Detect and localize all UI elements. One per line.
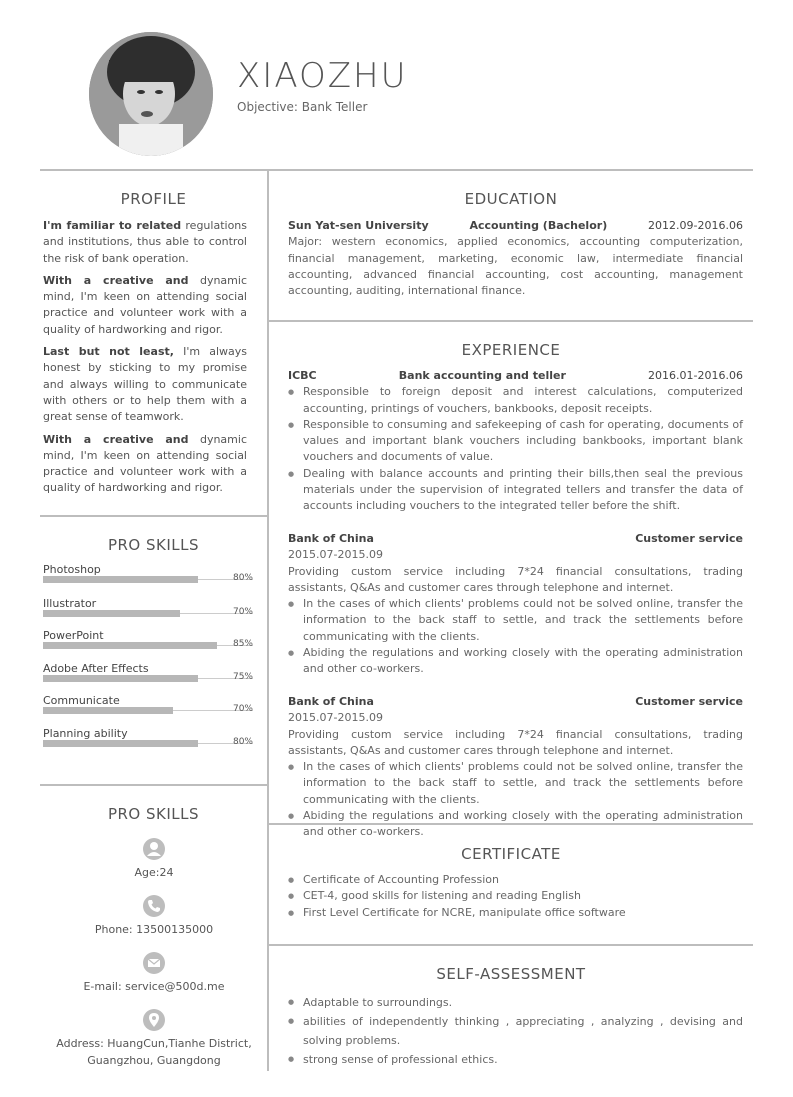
- skill-bar: [43, 610, 180, 617]
- experience-job-3: [288, 694, 743, 841]
- skill-item: [43, 694, 253, 714]
- skill-percent: 80%: [232, 737, 253, 747]
- skill-bar: [43, 576, 198, 583]
- experience-job-1: [288, 368, 743, 515]
- contact-email: [40, 952, 268, 996]
- right-divider-3: [269, 944, 753, 946]
- education-dates: 2012.09-2016.06: [648, 219, 743, 232]
- experience-title: EXPERIENCE: [461, 341, 561, 359]
- job-company: Bank of China: [288, 695, 374, 708]
- education-header: [288, 218, 743, 234]
- skill-item: [43, 597, 253, 617]
- experience-job-2: [288, 531, 743, 678]
- job-bullet: ● In the cases of which clients' problems could not be solved online, transfer the information to the back staff to settle, and track the settlements before communicating with the clients.: [288, 759, 743, 808]
- skill-item: [43, 629, 253, 649]
- objective: [237, 100, 367, 114]
- top-divider: [40, 169, 753, 171]
- self-assessment-item: ● strong sense of professional ethics.: [288, 1050, 743, 1069]
- left-divider-1: [40, 515, 267, 517]
- profile-paragraph: [43, 273, 247, 338]
- job-dates: 2015.07-2015.09: [288, 548, 383, 562]
- major-name: Accounting (Bachelor): [469, 219, 608, 232]
- job-header: [288, 694, 743, 710]
- skill-percent: 70%: [232, 704, 253, 714]
- profile-lead: I'm familiar to related: [43, 219, 182, 232]
- skill-name: PowerPoint: [43, 629, 104, 642]
- objective-value: Bank Teller: [301, 100, 368, 114]
- contact-age: [40, 838, 268, 882]
- job-bullet: ● Responsible to foreign deposit and interest calculations, computerized accounting, printings of vouchers, bankbooks, deposit receipts.: [288, 384, 743, 417]
- location-pin-icon: [143, 1009, 165, 1031]
- job-header: [288, 368, 743, 384]
- profile-title: PROFILE: [120, 190, 187, 208]
- education-description: Major: western economics, applied economics, accounting computerization, financial management, marketing, economic law, intermediate financial accounting, advanced financial accounting, cost accounting, management accounting, auditing, international finance.: [288, 235, 743, 298]
- profile-text: dynamic mind, I'm keen on attending social practice and volunteer work with a quality of hardworking and rigor.: [43, 432, 247, 495]
- left-divider-2: [40, 784, 267, 786]
- job-dates: 2016.01-2016.06: [648, 369, 743, 382]
- skill-percent: 85%: [232, 639, 253, 649]
- skill-bar: [43, 675, 198, 682]
- job-company: ICBC: [288, 369, 317, 382]
- certificate-item: ● First Level Certificate for NCRE, manipulate office software: [288, 905, 743, 921]
- job-company: Bank of China: [288, 532, 374, 545]
- job-role: Customer service: [635, 532, 743, 545]
- job-bullet: ● Responsible to consuming and safekeeping of cash for operating, documents of values and important blank vouchers including bankbooks, important blank vouchers and documents of value.: [288, 417, 743, 466]
- skill-percent: 75%: [232, 672, 253, 682]
- profile-paragraph: [43, 344, 247, 425]
- self-assessment-item: ● abilities of independently thinking , appreciating , analyzing , devising and solving problems.: [288, 1012, 743, 1050]
- job-intro: Providing custom service including 7*24 financial consultations, trading assistants, Q&As and customer cares through telephone and internet.: [288, 727, 743, 757]
- profile-text: dynamic mind, I'm keen on attending social practice and volunteer work with a quality of hardworking and rigor.: [43, 273, 247, 336]
- job-header: [288, 531, 743, 547]
- job-bullet: ● Abiding the regulations and working closely with the operating administration and other co-workers.: [288, 645, 743, 678]
- skill-item: [43, 662, 253, 682]
- right-divider-1: [269, 320, 753, 322]
- profile-text: regulations and institutions, thus able to control the risk of bank operation.: [43, 219, 247, 265]
- job-role: Bank accounting and teller: [398, 369, 566, 382]
- skill-bar: [43, 642, 217, 649]
- job-bullets: [288, 596, 743, 677]
- profile-lead: With a creative and: [43, 273, 189, 287]
- skill-bar: [43, 740, 198, 747]
- job-bullets: [288, 384, 743, 514]
- certificate-title: CERTIFICATE: [461, 845, 561, 863]
- school-name: Sun Yat-sen University: [288, 219, 429, 232]
- phone-icon: [143, 895, 165, 917]
- skill-name: Communicate: [43, 694, 120, 707]
- address-text: [40, 1036, 268, 1069]
- self-assessment-title: SELF-ASSESSMENT: [436, 965, 586, 983]
- profile-photo: [89, 32, 213, 156]
- job-bullet: ● Abiding the regulations and working closely with the operating administration and other co-workers.: [288, 808, 743, 841]
- job-bullets: [288, 759, 743, 840]
- skill-item: [43, 563, 253, 583]
- skill-percent: 70%: [232, 607, 253, 617]
- certificate-item: ● CET-4, good skills for listening and reading English: [288, 888, 743, 904]
- skill-name: Photoshop: [43, 563, 101, 576]
- job-role: Customer service: [635, 695, 743, 708]
- skill-name: Illustrator: [43, 597, 97, 610]
- address-line-2: Guangzhou, Guangdong: [87, 1053, 221, 1067]
- address-line-1: Address: HuangCun,Tianhe District,: [56, 1037, 252, 1050]
- candidate-name: XIAOZHU: [237, 56, 408, 96]
- certificate-list: [288, 872, 743, 921]
- job-intro: Providing custom service including 7*24 financial consultations, trading assistants, Q&As and customer cares through telephone and internet.: [288, 564, 743, 594]
- user-icon: [143, 838, 165, 860]
- job-bullet: ● In the cases of which clients' problems could not be solved online, transfer the information to the back staff to settle, and track the settlements before communicating with the clients.: [288, 596, 743, 645]
- profile-lead: With a creative and: [43, 432, 189, 446]
- profile-text: I'm always honest by sticking to my promise and always willing to communicate with others or to help them with a great sense of teamwork.: [43, 345, 247, 424]
- skill-name: Planning ability: [43, 727, 128, 740]
- contact-address: [40, 1009, 268, 1069]
- profile-paragraph: [43, 218, 247, 267]
- self-assessment-list: [288, 993, 743, 1069]
- skill-item: [43, 727, 253, 747]
- contact-title: PRO SKILLS: [107, 805, 200, 823]
- education-section: [288, 218, 743, 299]
- profile-paragraph: [43, 432, 247, 497]
- skill-percent: 80%: [232, 573, 253, 583]
- profile-section: [43, 218, 247, 503]
- certificate-section: [288, 872, 743, 921]
- age-text: Age:24: [134, 866, 174, 879]
- email-text: E-mail: service@500d.me: [83, 980, 225, 993]
- profile-lead: Last but not least,: [43, 345, 174, 359]
- self-assessment-section: [288, 993, 743, 1069]
- skills-title: PRO SKILLS: [107, 536, 200, 554]
- mail-icon: [143, 952, 165, 974]
- skill-name: Adobe After Effects: [43, 662, 149, 675]
- self-assessment-item: ● Adaptable to surroundings.: [288, 993, 743, 1012]
- skill-bar: [43, 707, 173, 714]
- job-dates: 2015.07-2015.09: [288, 711, 383, 725]
- contact-phone: [40, 895, 268, 939]
- job-bullet: ● Dealing with balance accounts and printing their bills,then seal the previous materials under the supervision of integrated tellers and transfer the data of accounts including vouchers to the integrated teller before the shift.: [288, 466, 743, 515]
- certificate-item: ● Certificate of Accounting Profession: [288, 872, 743, 888]
- education-title: EDUCATION: [464, 190, 558, 208]
- phone-text: Phone: 13500135000: [94, 923, 214, 936]
- objective-label: Objective:: [237, 100, 298, 114]
